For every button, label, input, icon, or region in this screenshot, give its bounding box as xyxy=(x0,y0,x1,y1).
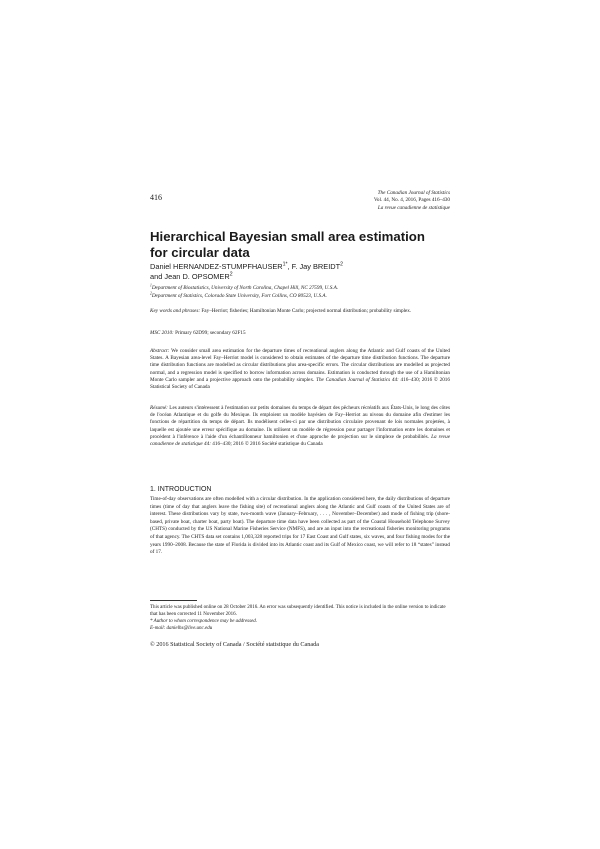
author-2: , F. Jay BREIDT xyxy=(287,262,341,271)
affiliation-2-number: 2 xyxy=(150,290,152,295)
affiliation-1-text: Department of Biostatistics, University of North Carolina, Chapel Hill, NC 27599, U.S.A. xyxy=(151,285,339,291)
affiliation-1 xyxy=(150,285,450,293)
authors-line-1 xyxy=(150,262,450,272)
journal-header xyxy=(340,190,450,212)
msc-text: Primary 62D99; secondary 62F15 xyxy=(173,330,246,336)
affiliation-1-number: 1 xyxy=(150,283,152,288)
abstract-label: Abstract: xyxy=(150,348,170,354)
authors-line-2 xyxy=(150,272,450,282)
copyright: © 2016 Statistical Society of Canada / Société statistique du Canada xyxy=(150,641,319,648)
section-heading: 1. INTRODUCTION xyxy=(150,486,212,493)
abstract-text: We consider small area estimation for the departure times of recreational anglers along the Atlantic and Gulf coasts of the United States. A Bayesian area-level Fay–Herriot model is considered to obtain estimates of the departure time distribution functions. The departure time distribution functions are modelled as circular distributions plus area-specific errors. The circular distributions are modelled as projected normal, and a regression model is specified to borrow information across domains. Estimation is conducted through the use of a Hamiltonian Monte Carlo sampler and a projective approach onto the probability simplex. xyxy=(150,348,450,383)
footnotes xyxy=(150,604,450,632)
resume xyxy=(150,405,450,448)
journal-name: The Canadian Journal of Statistics xyxy=(377,190,450,196)
resume-citation-rest: 416–430; 2016 © 2016 Société statistique du Canada xyxy=(210,441,323,448)
affiliation-2-text: Department of Statistics, Colorado State University, Fort Collins, CO 80523, U.S.A. xyxy=(151,292,327,299)
authors xyxy=(150,262,450,281)
author-1-marker: 1* xyxy=(282,261,288,268)
msc-label: MSC 2010: xyxy=(150,330,174,336)
footnote-correspondence: * Author to whom correspondence may be addressed. xyxy=(150,619,258,624)
resume-label: Résumé: xyxy=(150,405,168,411)
paper-title xyxy=(150,229,460,261)
footnote-rule xyxy=(150,600,197,601)
journal-french-name: La revue canadienne de statistique xyxy=(377,204,450,211)
keywords xyxy=(150,308,450,315)
keywords-text: Fay–Herriot; fisheries; Hamiltonian Monte Carlo; projected normal distribution; probability simplex. xyxy=(200,308,412,314)
journal-volume: Vol. 44, No. 4, 2016, Pages 416–430 xyxy=(373,197,450,204)
introduction-paragraph: Time-of-day observations are often modelled with a circular distribution. In the application considered here, the daily distributions of departure times (time of day that anglers leave the fishing site) of recreational anglers along the Atlantic and Gulf coasts of the United States are of interest. These distributions vary by state, two-month wave (January–February, . . . , November–December) and mode of fishing trip (shore-based, private boat, charter boat, party boat). The departure time data have been collected as part of the Coastal Household Telephone Survey (CHTS) conducted by the US National Marine Fisheries Service (NMFS), and are an input into the recreational fisheries monitoring programs of that agency. The CHTS data set contains 1,003,328 reported trips for 17 East Coast and Gulf states, six waves, and four fishing modes for the years 1990–2008. Because the state of Florida is divided into its Atlantic coast and its Gulf of Mexico coast, we will refer to 18 “states” instead of 17. xyxy=(150,496,450,556)
author-2-marker: 2 xyxy=(340,261,343,268)
resume-text: Les auteurs s'intéressent à l'estimation sur petits domaines du temps de départ des pêcheurs récréatifs aux États-Unis, le long des côtes de l'océan Atlantique et du golfe du Mexique. Ils emploient un modèle bayésien de Fay–Herriot au niveau du domaine afin d'estimer les fonctions de répartition du temps de départ. Ils modélisent celles-ci par une distribution circulaire provenant de lois normales projetées, à laquelle est ajoutée une erreur spécifique au domaine. Ils utilisent un modèle de régression pour partager l'information entre les domaines et procèdent à l'inférence à l'aide d'un échantillonneur hamiltonien et d'une approche de projection sur le simplexe de probabilités. xyxy=(150,405,450,440)
resume-citation-journal: La revue canadienne de statistique 44: xyxy=(150,433,450,448)
page-number: 416 xyxy=(150,193,162,202)
title-line-2: for circular data xyxy=(150,245,250,260)
author-1: Daniel HERNANDEZ-STUMPFHAUSER xyxy=(150,262,283,271)
affiliations xyxy=(150,285,450,300)
footnote-publication-notice: This article was published online on 28 October 2016. An error was subsequently identified. This notice is included in the online version to indicate that has been corrected 11 November 2016. xyxy=(150,605,446,617)
abstract-citation-rest: 416–430; 2016 © 2016 Statistical Society of Canada xyxy=(150,376,450,391)
author-3-marker: 2 xyxy=(229,271,233,278)
author-3: and Jean D. OPSOMER xyxy=(150,271,230,281)
abstract-citation-journal: The Canadian Journal of Statistics 44: xyxy=(316,376,399,383)
affiliation-2 xyxy=(150,290,450,301)
footnote-email: E-mail: danielhs@live.unc.edu xyxy=(150,626,213,631)
keywords-label: Key words and phrases: xyxy=(150,308,201,314)
title-line-1: Hierarchical Bayesian small area estimation xyxy=(150,229,425,244)
abstract xyxy=(150,348,450,391)
msc-codes xyxy=(150,330,450,337)
